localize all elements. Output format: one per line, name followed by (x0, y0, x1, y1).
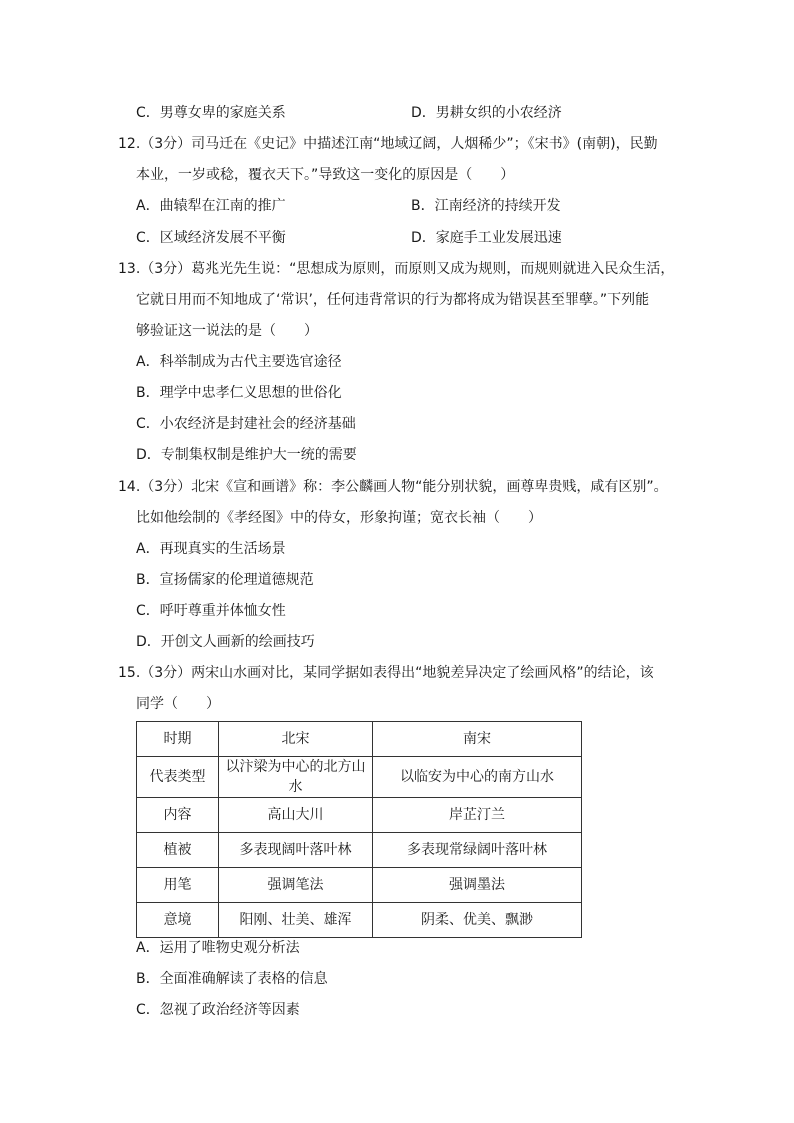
table-cell: 强调笔法 (219, 868, 373, 903)
q14-option-c: C．呼吁尊重并体恤女性 (136, 603, 286, 619)
table-cell: 以汴梁为中心的北方山水 (219, 757, 373, 798)
q12-stem-line1: 12.（3分）司马迁在《史记》中描述江南“地域辽阔，人烟稀少”；《宋书》(南朝)，民勤 (118, 136, 658, 152)
q11-option-d: D．男耕女织的小农经济 (411, 105, 562, 121)
table-row (137, 833, 582, 868)
q13-stem-line2: 它就日用而不知地成了‘常识’，任何违背常识的行为都将成为错误甚至罪孽。”下列能 (136, 292, 650, 308)
q15-stem-line2: 同学（ ） (136, 696, 220, 712)
table-row (137, 798, 582, 833)
comparison-table (136, 721, 582, 938)
q15-option-b: B．全面准确解读了表格的信息 (136, 971, 328, 987)
q13-option-a: A．科举制成为古代主要选官途径 (136, 354, 342, 370)
table-cell: 意境 (137, 903, 219, 938)
q12-option-a: A．曲辕犁在江南的推广 (136, 198, 286, 214)
table-cell: 阴柔、优美、飘渺 (373, 903, 582, 938)
q13-stem-line1: 13.（3分）葛兆光先生说：“思想成为原则，而原则又成为规则，而规则就进入民众生活， (118, 261, 675, 277)
table-cell: 时期 (137, 722, 219, 757)
q14-option-b: B．宣扬儒家的伦理道德规范 (136, 572, 314, 588)
q12-stem-line2: 本业，一岁或稔，覆衣天下。”导致这一变化的原因是（ ） (136, 167, 515, 183)
q15-option-c: C．忽视了政治经济等因素 (136, 1002, 300, 1018)
q13-stem-line3: 够验证这一说法的是（ ） (136, 323, 318, 339)
table-cell: 用笔 (137, 868, 219, 903)
q14-option-a: A．再现真实的生活场景 (136, 541, 286, 557)
q12-option-c: C．区域经济发展不平衡 (136, 230, 286, 246)
q14-stem-line2: 比如他绘制的《孝经图》中的侍女，形象拘谨；宽衣长袖（ ） (136, 510, 542, 526)
table-cell: 代表类型 (137, 757, 219, 798)
q14-stem-line1: 14.（3分）北宋《宣和画谱》称：李公麟画人物“能分别状貌，画尊卑贵贱，咸有区别”。 (118, 479, 668, 495)
q13-option-c: C．小农经济是封建社会的经济基础 (136, 416, 356, 432)
table-cell: 多表现常绿阔叶落叶林 (373, 833, 582, 868)
table-row (137, 722, 582, 757)
q11-option-c: C．男尊女卑的家庭关系 (136, 105, 286, 121)
table-row (137, 868, 582, 903)
table-cell: 高山大川 (219, 798, 373, 833)
table-cell: 以临安为中心的南方山水 (373, 757, 582, 798)
q15-stem-line1: 15.（3分）两宋山水画对比，某同学据如表得出“地貌差异决定了绘画风格”的结论，该 (118, 665, 654, 681)
table-cell: 强调墨法 (373, 868, 582, 903)
table-cell: 植被 (137, 833, 219, 868)
q12-option-b: B．江南经济的持续开发 (411, 198, 561, 214)
table-cell: 内容 (137, 798, 219, 833)
table-cell: 南宋 (373, 722, 582, 757)
table-row (137, 903, 582, 938)
q13-option-b: B．理学中忠孝仁义思想的世俗化 (136, 385, 342, 401)
q14-option-d: D．开创文人画新的绘画技巧 (136, 634, 315, 650)
q12-option-d: D．家庭手工业发展迅速 (411, 230, 562, 246)
table-row (137, 757, 582, 798)
table-cell: 岸芷汀兰 (373, 798, 582, 833)
table-cell: 阳刚、壮美、雄浑 (219, 903, 373, 938)
q15-option-a: A．运用了唯物史观分析法 (136, 940, 300, 956)
q13-option-d: D．专制集权制是维护大一统的需要 (136, 447, 357, 463)
table-cell: 北宋 (219, 722, 373, 757)
table-cell: 多表现阔叶落叶林 (219, 833, 373, 868)
